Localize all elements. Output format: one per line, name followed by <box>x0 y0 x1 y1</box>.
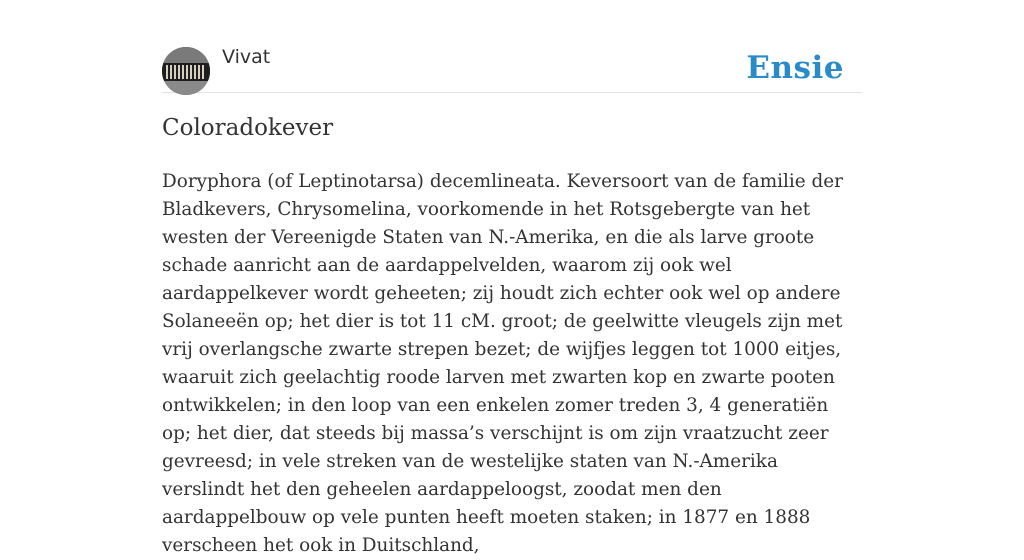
article-title: Coloradokever <box>162 115 334 141</box>
header <box>162 0 862 93</box>
author-name[interactable]: Vivat <box>222 46 271 68</box>
avatar-image <box>162 47 210 95</box>
page-container <box>162 0 862 556</box>
brand-logo[interactable]: Ensie <box>746 50 844 86</box>
avatar[interactable] <box>162 47 210 95</box>
article-body: Doryphora (of Leptinotarsa) decemlineata. Keversoort van de familie der Bladkevers, Chrysomelina, voorkomende in het Rotsgebergte van het westen der Vereenigde Staten van N.-Amerika, en die als larve groote schade aanricht aan de aardappelvelden, waarom zij ook wel aardappelkever wordt geheeten; zij houdt zich echter ook wel op andere Solaneeën op; het dier is tot 11 cM. groot; de geelwitte vleugels zijn met vrij overlangsche zwarte strepen bezet; de wijfjes leggen tot 1000 eitjes, waaruit zich geelachtig roode larven met zwarten kop en zwarte pooten ontwikkelen; in den loop van een enkelen zomer treden 3, 4 generatiën op; het dier, dat steeds bij massa’s verschijnt is om zijn vraatzucht zeer gevreesd; in vele streken van de westelijke staten van N.-Amerika verslindt het den geheelen aardappeloogst, zoodat men den aardappelbouw op vele punten heeft moeten staken; in 1877 en 1888 verscheen het ook in Duitschland, <box>162 171 843 556</box>
